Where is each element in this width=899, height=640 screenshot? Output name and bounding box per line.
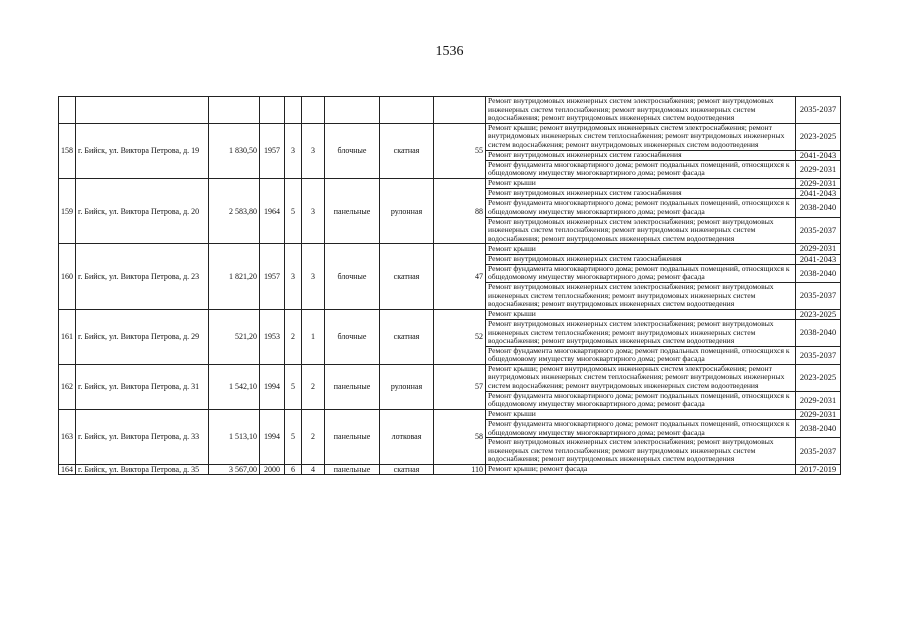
walls-cell: панельные xyxy=(325,465,380,475)
address-cell: г. Бийск, ул. Виктора Петрова, д. 23 xyxy=(76,244,209,309)
work-description-cell: Ремонт фундамента многоквартирного дома; ремонт подвальных помещений, относящихся к общедомовому имуществу многоквартирного дома; ремонт фасада xyxy=(486,199,796,217)
work-description-cell: Ремонт крыши xyxy=(486,244,796,254)
address-cell: г. Бийск, ул. Виктора Петрова, д. 35 xyxy=(76,465,209,475)
work-period-cell: 2038-2040 xyxy=(796,264,841,282)
address-cell: г. Бийск, ул. Виктора Петрова, д. 19 xyxy=(76,123,209,178)
work-period-cell: 2035-2037 xyxy=(796,217,841,244)
work-period-cell: 2035-2037 xyxy=(796,97,841,124)
year-cell: 1957 xyxy=(260,123,285,178)
walls-cell: панельные xyxy=(325,178,380,243)
table-row xyxy=(59,364,841,391)
wear-cell: 88 xyxy=(434,178,486,243)
roof-cell: скатная xyxy=(380,465,434,475)
area-cell: 521,20 xyxy=(209,309,260,364)
floors-cell: 6 xyxy=(285,465,302,475)
work-description-cell: Ремонт фундамента многоквартирного дома; ремонт подвальных помещений, относящихся к общедомовому имуществу многоквартирного дома; ремонт фасада xyxy=(486,420,796,438)
table-row xyxy=(59,309,841,319)
area-cell: 2 583,80 xyxy=(209,178,260,243)
entrances-cell: 3 xyxy=(302,178,325,243)
wear-cell: 55 xyxy=(434,123,486,178)
work-period-cell: 2041-2043 xyxy=(796,189,841,199)
wear-cell: 58 xyxy=(434,409,486,464)
work-period-cell: 2035-2037 xyxy=(796,438,841,465)
work-description-cell: Ремонт крыши; ремонт фасада xyxy=(486,465,796,475)
wear-cell xyxy=(434,97,486,124)
entrances-cell: 4 xyxy=(302,465,325,475)
work-period-cell: 2029-2031 xyxy=(796,391,841,409)
work-description-cell: Ремонт внутридомовых инженерных систем газоснабжения xyxy=(486,254,796,264)
capital-repair-table xyxy=(58,96,841,475)
work-description-cell: Ремонт крыши; ремонт внутридомовых инженерных систем электроснабжения; ремонт внутридомовых инженерных систем теплоснабжения; ремонт внутридомовых инженерных систем водоснабжения; ремонт внутридомовых инженерных систем водоотведения xyxy=(486,364,796,391)
walls-cell xyxy=(325,97,380,124)
table-body xyxy=(59,97,841,475)
floors-cell xyxy=(285,97,302,124)
table-row xyxy=(59,409,841,419)
row-number xyxy=(59,97,76,124)
roof-cell: скатная xyxy=(380,244,434,309)
row-number: 161 xyxy=(59,309,76,364)
table-row xyxy=(59,178,841,188)
area-cell xyxy=(209,97,260,124)
address-cell: г. Бийск, ул. Виктора Петрова, д. 33 xyxy=(76,409,209,464)
work-period-cell: 2038-2040 xyxy=(796,199,841,217)
year-cell: 1994 xyxy=(260,409,285,464)
roof-cell xyxy=(380,97,434,124)
roof-cell: скатная xyxy=(380,309,434,364)
work-description-cell: Ремонт внутридомовых инженерных систем электроснабжения; ремонт внутридомовых инженерных систем теплоснабжения; ремонт внутридомовых инженерных систем водоснабжения; ремонт внутридомовых инженерных систем водоотведения xyxy=(486,97,796,124)
address-cell: г. Бийск, ул. Виктора Петрова, д. 29 xyxy=(76,309,209,364)
address-cell: г. Бийск, ул. Виктора Петрова, д. 20 xyxy=(76,178,209,243)
work-period-cell: 2023-2025 xyxy=(796,364,841,391)
wear-cell: 110 xyxy=(434,465,486,475)
work-period-cell: 2035-2037 xyxy=(796,282,841,309)
year-cell xyxy=(260,97,285,124)
area-cell: 1 513,10 xyxy=(209,409,260,464)
entrances-cell xyxy=(302,97,325,124)
roof-cell: скатная xyxy=(380,123,434,178)
row-number: 164 xyxy=(59,465,76,475)
work-period-cell: 2023-2025 xyxy=(796,123,841,150)
work-description-cell: Ремонт внутридомовых инженерных систем газоснабжения xyxy=(486,189,796,199)
address-cell: г. Бийск, ул. Виктора Петрова, д. 31 xyxy=(76,364,209,409)
work-period-cell: 2029-2031 xyxy=(796,409,841,419)
row-number: 163 xyxy=(59,409,76,464)
floors-cell: 3 xyxy=(285,123,302,178)
entrances-cell: 2 xyxy=(302,364,325,409)
entrances-cell: 2 xyxy=(302,409,325,464)
work-description-cell: Ремонт крыши xyxy=(486,178,796,188)
work-period-cell: 2035-2037 xyxy=(796,346,841,364)
table-row xyxy=(59,465,841,475)
work-period-cell: 2041-2043 xyxy=(796,150,841,160)
work-period-cell: 2023-2025 xyxy=(796,309,841,319)
wear-cell: 47 xyxy=(434,244,486,309)
work-description-cell: Ремонт крыши; ремонт внутридомовых инженерных систем электроснабжения; ремонт внутридомовых инженерных систем теплоснабжения; ремонт внутридомовых инженерных систем водоснабжения; ремонт внутридомовых инженерных систем водоотведения xyxy=(486,123,796,150)
wear-cell: 57 xyxy=(434,364,486,409)
work-period-cell: 2029-2031 xyxy=(796,160,841,178)
table-row xyxy=(59,97,841,124)
work-description-cell: Ремонт фундамента многоквартирного дома; ремонт подвальных помещений, относящихся к общедомовому имуществу многоквартирного дома; ремонт фасада xyxy=(486,160,796,178)
entrances-cell: 1 xyxy=(302,309,325,364)
row-number: 159 xyxy=(59,178,76,243)
work-description-cell: Ремонт внутридомовых инженерных систем газоснабжения xyxy=(486,150,796,160)
walls-cell: панельные xyxy=(325,364,380,409)
walls-cell: блочные xyxy=(325,309,380,364)
area-cell: 1 830,50 xyxy=(209,123,260,178)
area-cell: 3 567,00 xyxy=(209,465,260,475)
work-description-cell: Ремонт внутридомовых инженерных систем электроснабжения; ремонт внутридомовых инженерных систем теплоснабжения; ремонт внутридомовых инженерных систем водоснабжения; ремонт внутридомовых инженерных систем водоотведения xyxy=(486,319,796,346)
year-cell: 2000 xyxy=(260,465,285,475)
work-period-cell: 2017-2019 xyxy=(796,465,841,475)
floors-cell: 5 xyxy=(285,364,302,409)
floors-cell: 2 xyxy=(285,309,302,364)
work-description-cell: Ремонт крыши xyxy=(486,309,796,319)
work-description-cell: Ремонт внутридомовых инженерных систем электроснабжения; ремонт внутридомовых инженерных систем теплоснабжения; ремонт внутридомовых инженерных систем водоснабжения; ремонт внутридомовых инженерных систем водоотведения xyxy=(486,282,796,309)
year-cell: 1994 xyxy=(260,364,285,409)
work-description-cell: Ремонт фундамента многоквартирного дома; ремонт подвальных помещений, относящихся к общедомовому имуществу многоквартирного дома; ремонт фасада xyxy=(486,391,796,409)
work-description-cell: Ремонт крыши xyxy=(486,409,796,419)
work-period-cell: 2038-2040 xyxy=(796,420,841,438)
walls-cell: блочные xyxy=(325,244,380,309)
walls-cell: панельные xyxy=(325,409,380,464)
year-cell: 1957 xyxy=(260,244,285,309)
table-row xyxy=(59,244,841,254)
work-description-cell: Ремонт фундамента многоквартирного дома; ремонт подвальных помещений, относящихся к общедомовому имуществу многоквартирного дома; ремонт фасада xyxy=(486,264,796,282)
work-description-cell: Ремонт внутридомовых инженерных систем электроснабжения; ремонт внутридомовых инженерных систем теплоснабжения; ремонт внутридомовых инженерных систем водоснабжения; ремонт внутридомовых инженерных систем водоотведения xyxy=(486,438,796,465)
roof-cell: лотковая xyxy=(380,409,434,464)
roof-cell: рулонная xyxy=(380,364,434,409)
work-period-cell: 2029-2031 xyxy=(796,244,841,254)
table-row xyxy=(59,123,841,150)
work-period-cell: 2038-2040 xyxy=(796,319,841,346)
roof-cell: рулонная xyxy=(380,178,434,243)
wear-cell: 52 xyxy=(434,309,486,364)
page-number: 1536 xyxy=(435,44,464,59)
row-number: 158 xyxy=(59,123,76,178)
work-description-cell: Ремонт фундамента многоквартирного дома; ремонт подвальных помещений, относящихся к общедомовому имуществу многоквартирного дома; ремонт фасада xyxy=(486,346,796,364)
year-cell: 1964 xyxy=(260,178,285,243)
entrances-cell: 3 xyxy=(302,244,325,309)
area-cell: 1 821,20 xyxy=(209,244,260,309)
floors-cell: 5 xyxy=(285,409,302,464)
work-period-cell: 2029-2031 xyxy=(796,178,841,188)
entrances-cell: 3 xyxy=(302,123,325,178)
work-period-cell: 2041-2043 xyxy=(796,254,841,264)
year-cell: 1953 xyxy=(260,309,285,364)
address-cell xyxy=(76,97,209,124)
row-number: 162 xyxy=(59,364,76,409)
floors-cell: 3 xyxy=(285,244,302,309)
area-cell: 1 542,10 xyxy=(209,364,260,409)
row-number: 160 xyxy=(59,244,76,309)
floors-cell: 5 xyxy=(285,178,302,243)
work-description-cell: Ремонт внутридомовых инженерных систем электроснабжения; ремонт внутридомовых инженерных систем теплоснабжения; ремонт внутридомовых инженерных систем водоснабжения; ремонт внутридомовых инженерных систем водоотведения xyxy=(486,217,796,244)
walls-cell: блочные xyxy=(325,123,380,178)
